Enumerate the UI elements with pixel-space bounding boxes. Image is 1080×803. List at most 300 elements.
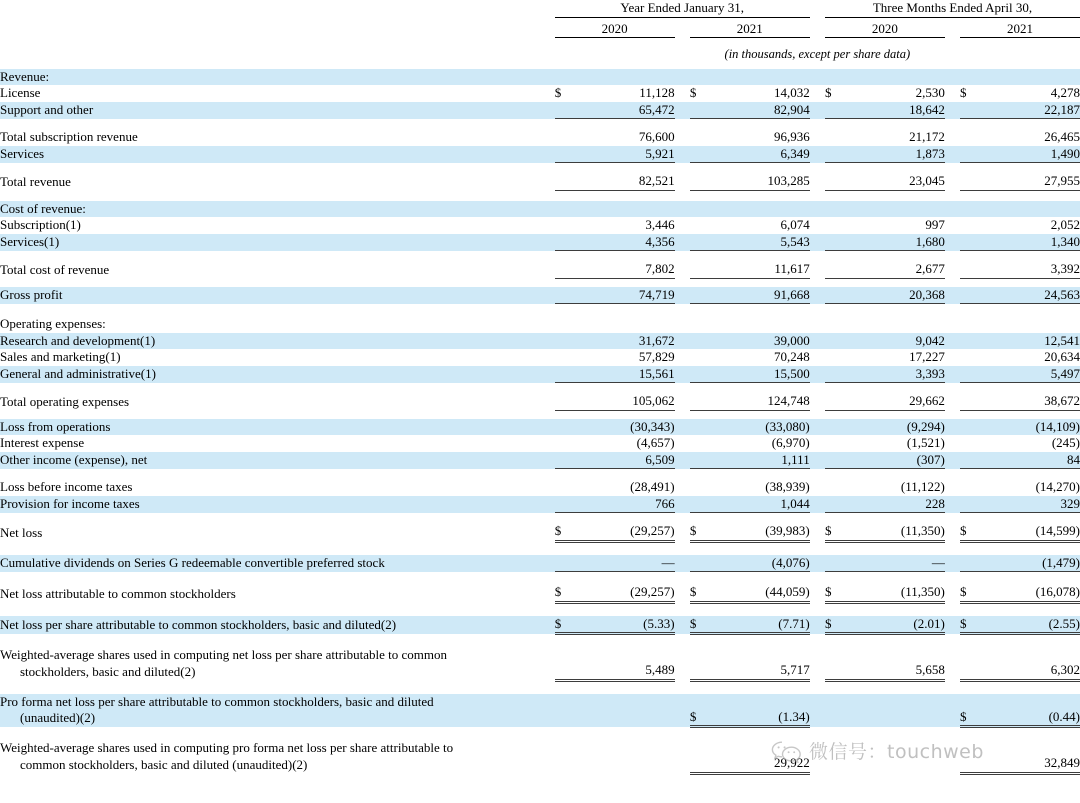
row-value-col2: 5,717 [712,647,810,680]
row-label: Other income (expense), net [0,452,555,469]
row-value-col2 [712,201,810,218]
row-label [0,647,555,680]
row-value-col4: 6,302 [982,647,1080,680]
currency-symbol-col3 [825,435,847,452]
currency-symbol-col2 [690,102,712,119]
column-gap [675,173,690,190]
currency-symbol-col3 [825,647,847,680]
table-row [0,479,1080,496]
column-gap [810,261,825,278]
column-gap [675,69,690,86]
currency-symbol-col3 [825,419,847,436]
row-value-col2: 70,248 [773,349,810,364]
row-label: Gross profit [0,287,555,304]
row-value-col2 [712,316,810,333]
row-value-col1: 5,921 [577,146,675,163]
currency-symbol-col4: $ [960,85,967,100]
currency-symbol-col4 [960,419,982,436]
column-gap [675,393,690,410]
row-value-col4: (0.44) [982,694,1080,727]
row-value-col4: (14,270) [1035,479,1080,494]
currency-symbol-col4 [960,217,982,234]
row-value-col1 [577,201,675,218]
row-value-col1: 57,829 [638,349,675,364]
row-spacer [0,190,1080,201]
row-value-col4: 24,563 [982,287,1080,304]
row-value-col4: (16,078) [982,584,1080,602]
currency-symbol-col3 [825,740,847,773]
currency-symbol-col2 [690,366,712,383]
column-gap [675,496,690,513]
column-gap [810,584,825,602]
row-value-col2: 6,074 [780,217,810,232]
header-group-three-months: Three Months Ended April 30, [825,0,1080,17]
table-row [0,85,1080,102]
row-value-col3: 17,227 [909,349,945,364]
currency-symbol-col2: $ [690,616,712,634]
column-gap [675,349,690,366]
currency-symbol-col1 [555,555,577,572]
currency-symbol-col4 [960,201,982,218]
row-spacer [0,541,1080,555]
currency-symbol-col1 [555,435,577,452]
currency-symbol-col4 [960,146,982,163]
currency-symbol-col4: $ [960,584,982,602]
currency-symbol-col3 [825,261,847,278]
currency-symbol-col3 [825,234,847,251]
row-value-col3: (11,122) [900,479,945,494]
column-gap [945,366,960,383]
row-spacer [0,469,1080,480]
currency-symbol-col4 [960,316,982,333]
column-gap [675,261,690,278]
row-value-col1: 76,600 [638,129,675,144]
row-value-col3 [847,740,945,773]
column-gap [675,616,690,634]
currency-symbol-col2 [690,217,712,234]
currency-symbol-col2 [690,479,712,496]
column-gap [675,452,690,469]
header-blank-label [0,0,555,17]
row-spacer [0,251,1080,262]
row-spacer [0,119,1080,130]
row-label: Research and development(1) [0,333,555,350]
row-label: Net loss [0,524,43,540]
currency-symbol-col2 [690,69,712,86]
row-value-col2: 6,349 [712,146,810,163]
column-gap [810,69,825,86]
currency-symbol-col1 [555,287,577,304]
currency-symbol-col1 [555,234,577,251]
currency-symbol-col2 [690,647,712,680]
row-value-col2: 91,668 [712,287,810,304]
row-label: Cost of revenue: [0,201,555,218]
currency-symbol-col3 [825,366,847,383]
currency-symbol-col4 [960,69,982,86]
column-gap [810,146,825,163]
currency-symbol-col1: $ [554,85,562,100]
row-label-line1: Weighted-average shares used in computing net loss per share attributable to common [0,647,447,662]
column-gap [945,85,960,102]
row-value-col1: 105,062 [577,393,675,410]
header-gap-1 [810,0,825,17]
currency-symbol-col1 [555,69,577,86]
currency-symbol-col4 [960,173,982,190]
currency-symbol-col3 [825,452,847,469]
currency-symbol-col3 [825,217,847,234]
currency-symbol-col1 [555,316,577,333]
table-row [0,261,1080,278]
column-gap [810,523,825,541]
row-value-col4: 20,634 [1044,349,1080,364]
currency-symbol-col2 [690,393,712,410]
units-note: (in thousands, except per share data) [724,47,911,61]
table-row [0,316,1080,333]
row-spacer [0,304,1080,317]
currency-symbol-col3 [825,349,847,366]
row-value-col4: 329 [982,496,1080,513]
row-value-col4: (14,109) [982,419,1080,436]
column-gap [675,146,690,163]
row-value-col3: 18,642 [847,102,945,119]
row-value-col1: 766 [577,496,675,513]
row-value-col3: 21,172 [909,129,945,144]
column-gap [945,217,960,234]
currency-symbol-col4 [960,452,982,469]
table-row [0,435,1080,452]
row-value-col1: 65,472 [577,102,675,119]
currency-symbol-col4 [960,435,982,452]
column-gap [810,234,825,251]
row-value-col3: 1,680 [847,234,945,251]
column-gap [675,584,690,602]
currency-symbol-col1 [555,217,577,234]
column-gap [810,129,825,146]
row-label: Subscription(1) [0,217,81,232]
row-label: Cumulative dividends on Series G redeemable convertible preferred stock [0,555,555,572]
row-value-col3: (11,350) [847,584,945,602]
currency-symbol-col3 [825,201,847,218]
row-value-col1 [577,740,675,773]
row-spacer [0,602,1080,616]
row-value-col1: — [577,555,675,572]
currency-symbol-col3 [825,129,847,146]
currency-symbol-col1 [555,349,577,366]
column-gap [945,694,960,727]
row-label: Interest expense [0,435,85,450]
row-label: Total revenue [0,173,71,189]
currency-symbol-col2 [690,316,712,333]
column-gap [945,287,960,304]
header-year-row [0,21,1080,38]
currency-symbol-col4 [960,129,982,146]
currency-symbol-col1 [555,173,577,190]
row-value-col4 [982,69,1080,86]
currency-symbol-col1 [555,419,577,436]
row-value-col4: 22,187 [982,102,1080,119]
header-group-year-ended: Year Ended January 31, [555,0,810,17]
row-value-col2: 124,748 [712,393,810,410]
currency-symbol-col3 [825,287,847,304]
column-gap [945,479,960,496]
column-gap [810,173,825,190]
row-value-col1: 11,128 [639,85,675,100]
row-value-col4: 5,497 [982,366,1080,383]
row-value-col2: 14,032 [773,85,810,100]
currency-symbol-col1 [555,201,577,218]
header-group-row [0,0,1080,17]
row-value-col3: 2,530 [915,85,945,100]
table-row [0,740,1080,773]
row-value-col4: 1,340 [982,234,1080,251]
column-gap [675,102,690,119]
column-gap [675,435,690,452]
column-gap [945,261,960,278]
row-value-col1 [577,694,675,727]
table-row [0,694,1080,727]
currency-symbol-col2 [690,201,712,218]
table-row [0,102,1080,119]
currency-symbol-col1 [555,496,577,513]
column-gap [810,349,825,366]
currency-symbol-col2 [690,496,712,513]
table-row [0,129,1080,146]
row-value-col3: 228 [847,496,945,513]
column-gap [675,129,690,146]
row-value-col3: 23,045 [847,173,945,190]
row-value-col1: 15,561 [577,366,675,383]
currency-symbol-col2 [690,287,712,304]
row-value-col1: (29,257) [577,584,675,602]
row-value-col1: (30,343) [577,419,675,436]
currency-symbol-col4 [960,393,982,410]
currency-symbol-col4 [960,366,982,383]
currency-symbol-col1 [555,694,577,727]
table-row [0,146,1080,163]
column-gap [810,647,825,680]
row-value-col1: 6,509 [577,452,675,469]
column-gap [945,616,960,634]
column-gap [675,316,690,333]
currency-symbol-col3: $ [825,523,847,541]
row-value-col3 [847,201,945,218]
row-value-col3: (2.01) [847,616,945,634]
row-value-col4: 1,490 [982,146,1080,163]
row-value-col1: 82,521 [577,173,675,190]
row-label [0,740,555,773]
watermark-text: 微信号：touchweb [809,741,984,763]
row-value-col2: (44,059) [712,584,810,602]
column-gap [810,479,825,496]
row-value-col2: 5,543 [712,234,810,251]
currency-symbol-col2 [690,452,712,469]
row-value-col2 [712,69,810,86]
row-value-col4 [982,316,1080,333]
table-row [0,523,1080,541]
column-gap [675,201,690,218]
row-value-col4: (14,599) [982,523,1080,541]
row-value-col3: 3,393 [847,366,945,383]
row-value-col2: 96,936 [773,129,810,144]
column-gap [945,496,960,513]
table-row [0,69,1080,86]
row-label-line2: stockholders, basic and diluted(2) [20,663,196,679]
column-gap [675,694,690,727]
row-value-col4: 3,392 [982,261,1080,278]
column-gap [810,316,825,333]
row-value-col1 [577,316,675,333]
row-value-col2: (33,080) [712,419,810,436]
row-label: Services(1) [0,234,555,251]
currency-symbol-col4 [960,261,982,278]
currency-symbol-col3 [825,173,847,190]
header-gap-3 [810,21,825,38]
row-value-col2: (39,983) [712,523,810,541]
row-value-col2: (1.34) [712,694,810,727]
table-row [0,616,1080,634]
column-gap [945,146,960,163]
row-value-col4: (245) [1051,435,1080,450]
currency-symbol-col1 [555,647,577,680]
column-gap [810,694,825,727]
column-gap [810,452,825,469]
row-value-col1: (5.33) [577,616,675,634]
currency-symbol-col4 [960,102,982,119]
header-blank-label-2 [0,21,555,38]
column-gap [945,452,960,469]
column-gap [675,523,690,541]
row-label: Total cost of revenue [0,261,110,277]
column-gap [675,85,690,102]
table-row [0,287,1080,304]
column-gap [810,102,825,119]
row-value-col1 [577,69,675,86]
currency-symbol-col3 [825,694,847,727]
row-label-line2: common stockholders, basic and diluted (unaudited)(2) [20,756,308,772]
row-spacer [0,383,1080,394]
table-row [0,584,1080,602]
currency-symbol-col1 [555,146,577,163]
row-label: Support and other [0,102,555,119]
row-value-col2: 39,000 [712,333,810,350]
header-year-2020-quarter: 2020 [825,21,945,38]
currency-symbol-col3 [825,496,847,513]
column-gap [810,393,825,410]
row-value-col3: 2,677 [847,261,945,278]
row-value-col1: 31,672 [577,333,675,350]
header-gap-2 [675,21,690,38]
row-spacer [0,278,1080,287]
row-value-col3: 29,662 [847,393,945,410]
currency-symbol-col4 [960,333,982,350]
column-gap [810,287,825,304]
currency-symbol-col1 [555,393,577,410]
row-value-col4: 38,672 [982,393,1080,410]
row-value-col4: (1,479) [982,555,1080,572]
column-gap [675,555,690,572]
currency-symbol-col3: $ [824,85,832,100]
currency-symbol-col2: $ [690,694,712,727]
currency-symbol-col4 [960,647,982,680]
row-value-col1: (4,657) [636,435,675,450]
row-value-col3: 9,042 [847,333,945,350]
currency-symbol-col1 [555,261,577,278]
currency-symbol-col1: $ [555,584,577,602]
currency-symbol-col1 [555,479,577,496]
row-value-col1: 3,446 [645,217,675,232]
currency-symbol-col3: $ [825,584,847,602]
column-gap [945,647,960,680]
currency-symbol-col2 [690,435,712,452]
column-gap [675,333,690,350]
row-label-line2: (unaudited)(2) [20,710,96,725]
row-value-col2: 11,617 [712,261,810,278]
row-value-col3: (1,521) [906,435,945,450]
currency-symbol-col1: $ [555,616,577,634]
row-label: Provision for income taxes [0,496,555,513]
row-value-col3: (9,294) [847,419,945,436]
currency-symbol-col4 [960,287,982,304]
column-gap [810,740,825,773]
row-spacer [0,572,1080,585]
currency-symbol-col2 [690,129,712,146]
table-row [0,173,1080,190]
row-value-col3: 997 [925,217,945,232]
row-spacer [0,410,1080,419]
currency-symbol-col2 [690,173,712,190]
column-gap [945,584,960,602]
row-value-col2: 82,904 [712,102,810,119]
column-gap [810,366,825,383]
row-value-col2: 103,285 [712,173,810,190]
column-gap [945,69,960,86]
header-gap-4 [945,21,960,38]
units-blank [0,46,555,63]
currency-symbol-col4: $ [960,523,982,541]
currency-symbol-col1 [555,366,577,383]
table-header [0,0,1080,69]
row-value-col4: 2,052 [1050,217,1080,232]
header-year-2021-annual: 2021 [690,21,810,38]
column-gap [945,555,960,572]
column-gap [810,616,825,634]
currency-symbol-col4 [960,349,982,366]
row-label: Operating expenses: [0,316,106,331]
row-value-col3: (307) [847,452,945,469]
column-gap [945,333,960,350]
column-gap [945,349,960,366]
column-gap [945,102,960,119]
row-value-col4: (2.55) [982,616,1080,634]
row-value-col2: (4,076) [712,555,810,572]
column-gap [945,419,960,436]
row-spacer [0,163,1080,174]
row-value-col2: 15,500 [712,366,810,383]
table-row [0,419,1080,436]
row-value-col3: — [847,555,945,572]
row-label: Loss from operations [0,419,555,436]
currency-symbol-col2 [690,555,712,572]
column-gap [945,435,960,452]
currency-symbol-col4 [960,740,982,773]
table-row [0,496,1080,513]
table-row [0,647,1080,680]
currency-symbol-col4: $ [960,616,982,634]
currency-symbol-col2 [690,419,712,436]
row-value-col4 [982,201,1080,218]
header-year-2020-annual: 2020 [555,21,675,38]
currency-symbol-col4 [960,496,982,513]
